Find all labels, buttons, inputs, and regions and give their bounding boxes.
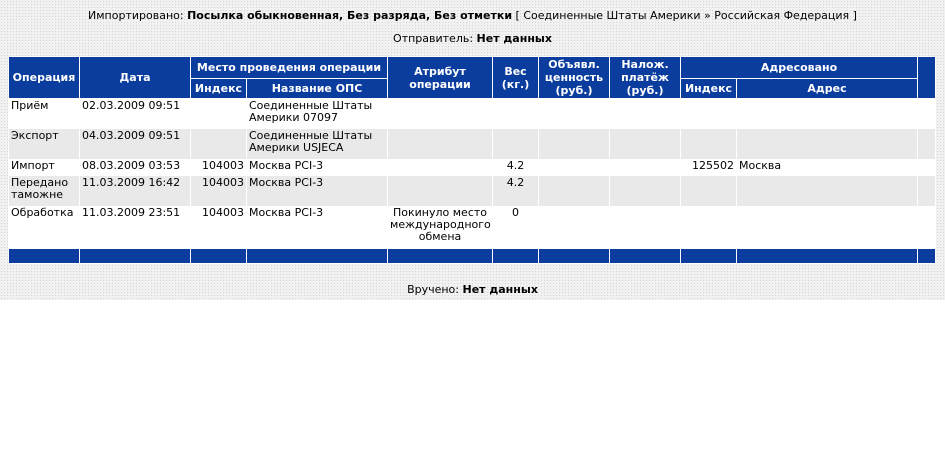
cell-address [737, 176, 918, 206]
col-cod: Налож. платёж (руб.) [610, 57, 681, 99]
col-operation: Операция [9, 57, 80, 99]
cell-operation: Обработка [9, 206, 80, 249]
cell-declared [539, 159, 610, 176]
cell-addr-index [681, 176, 737, 206]
cell-address [737, 99, 918, 129]
table-row [9, 129, 936, 159]
cell-index: 104003 [191, 159, 247, 176]
cell-addr-index: 125502 [681, 159, 737, 176]
cell-address [737, 129, 918, 159]
delivered-value: Нет данных [462, 283, 538, 296]
cell-addr-index [681, 206, 737, 249]
cell-index [191, 129, 247, 159]
cell-weight: 4.2 [493, 159, 539, 176]
sender-label: Отправитель: [393, 32, 474, 45]
cell-operation: Приём [9, 99, 80, 129]
cell-index: 104003 [191, 176, 247, 206]
col-weight: Вес (кг.) [493, 57, 539, 99]
cell-declared [539, 176, 610, 206]
cell-operation: Импорт [9, 159, 80, 176]
cell-office: Соединенные Штаты Америки USJECA [247, 129, 388, 159]
imported-value: Посылка обыкновенная, Без разряда, Без отметки [187, 9, 513, 22]
cell-attribute: Покинуло место международного обмена [388, 206, 493, 249]
delivered-label: Вручено: [407, 283, 459, 296]
cell-office: Москва PCI-3 [247, 159, 388, 176]
table-footer-bar [9, 249, 936, 264]
col-addr-address: Адрес [737, 79, 918, 99]
cell-date: 04.03.2009 09:51 [80, 129, 191, 159]
cell-index: 104003 [191, 206, 247, 249]
cell-office: Москва PCI-3 [247, 206, 388, 249]
cell-cod [610, 99, 681, 129]
cell-declared [539, 129, 610, 159]
cell-weight [493, 129, 539, 159]
cell-cod [610, 176, 681, 206]
cell-attribute [388, 99, 493, 129]
cell-weight [493, 99, 539, 129]
cell-cod [610, 159, 681, 176]
cell-addr-index [681, 129, 737, 159]
route: [ Соединенные Штаты Америки » Российская Федерация ] [515, 9, 857, 22]
cell-attribute [388, 159, 493, 176]
sender-info [0, 32, 945, 45]
operations-table [8, 56, 936, 264]
cell-index [191, 99, 247, 129]
cell-addr-index [681, 99, 737, 129]
cell-declared [539, 99, 610, 129]
col-spacer [918, 57, 936, 99]
cell-address [737, 206, 918, 249]
table-row [9, 99, 936, 129]
cell-cod [610, 206, 681, 249]
cell-office: Москва PCI-3 [247, 176, 388, 206]
col-declared-value: Объявл. ценность (руб.) [539, 57, 610, 99]
imported-label: Импортировано: [88, 9, 184, 22]
col-date: Дата [80, 57, 191, 99]
cell-attribute [388, 176, 493, 206]
cell-office: Соединенные Штаты Америки 07097 [247, 99, 388, 129]
col-attribute: Атрибут операции [388, 57, 493, 99]
cell-weight: 0 [493, 206, 539, 249]
delivered-info [0, 283, 945, 296]
col-place-group: Место проведения операции [191, 57, 388, 79]
cell-date: 11.03.2009 23:51 [80, 206, 191, 249]
cell-attribute [388, 129, 493, 159]
cell-weight: 4.2 [493, 176, 539, 206]
cell-declared [539, 206, 610, 249]
table-row [9, 176, 936, 206]
col-place-index: Индекс [191, 79, 247, 99]
col-addr-index: Индекс [681, 79, 737, 99]
cell-address: Москва [737, 159, 918, 176]
sender-value: Нет данных [476, 32, 552, 45]
import-info [0, 9, 945, 22]
cell-operation: Передано таможне [9, 176, 80, 206]
cell-cod [610, 129, 681, 159]
cell-operation: Экспорт [9, 129, 80, 159]
cell-date: 11.03.2009 16:42 [80, 176, 191, 206]
cell-date: 02.03.2009 09:51 [80, 99, 191, 129]
table-row [9, 159, 936, 176]
col-place-name: Название ОПС [247, 79, 388, 99]
col-addressed-group: Адресовано [681, 57, 918, 79]
cell-date: 08.03.2009 03:53 [80, 159, 191, 176]
table-row [9, 206, 936, 249]
